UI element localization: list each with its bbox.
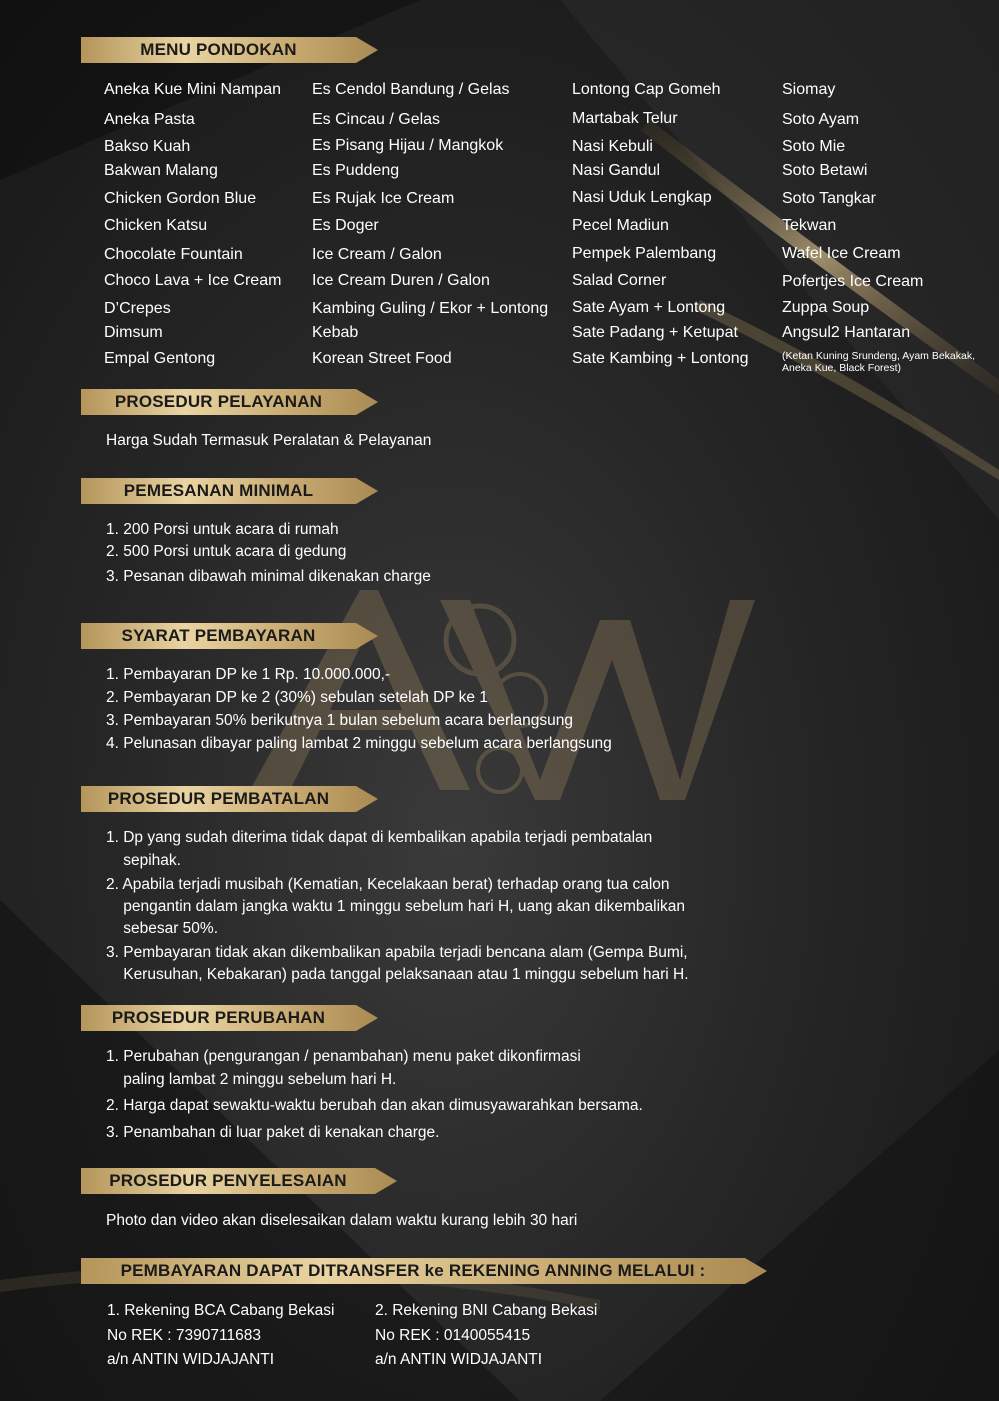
menu-item: Siomay bbox=[782, 81, 836, 98]
menu-item: Pecel Madiun bbox=[572, 217, 669, 234]
list-item: 1. Pembayaran DP ke 1 Rp. 10.000.000,- bbox=[106, 666, 391, 683]
list-item: pengantin dalam jangka waktu 1 minggu sebelum hari H, uang akan dikembalikan bbox=[106, 898, 686, 915]
list-item: 1. 200 Porsi untuk acara di rumah bbox=[106, 521, 339, 538]
menu-item: Bakso Kuah bbox=[104, 138, 191, 155]
section-title: PEMESANAN MINIMAL bbox=[123, 481, 314, 500]
menu-item: Es Puddeng bbox=[312, 162, 400, 179]
bank-account-number: No REK : 7390711683 bbox=[107, 1327, 261, 1344]
menu-item-note: (Ketan Kuning Srundeng, Ayam Bekakak, Aneka Kue, Black Forest) bbox=[782, 350, 976, 374]
list-item: 3. Pembayaran 50% berikutnya 1 bulan sebelum acara berlangsung bbox=[106, 712, 574, 729]
menu-item: Chicken Gordon Blue bbox=[104, 190, 257, 207]
menu-item: Ice Cream Duren / Galon bbox=[312, 272, 490, 289]
menu-item: Dimsum bbox=[104, 324, 163, 341]
list-item: 3. Pesanan dibawah minimal dikenakan charge bbox=[106, 568, 431, 585]
section-banner-menu bbox=[81, 37, 378, 63]
menu-item: Wafel Ice Cream bbox=[782, 245, 901, 262]
text-line: Harga Sudah Termasuk Peralatan & Pelayanan bbox=[106, 432, 432, 449]
list-item: paling lambat 2 minggu sebelum hari H. bbox=[106, 1071, 397, 1088]
menu-item: Soto Mie bbox=[782, 138, 846, 155]
list-item: 2. Harga dapat sewaktu-waktu berubah dan akan dimusyawarahkan bersama. bbox=[106, 1097, 643, 1114]
menu-item: Chicken Katsu bbox=[104, 217, 208, 234]
section-title: PROSEDUR PENYELESAIAN bbox=[109, 1171, 347, 1190]
list-item: 2. Apabila terjadi musibah (Kematian, Kecelakaan berat) terhadap orang tua calon bbox=[106, 876, 670, 893]
section-banner-penyelesaian bbox=[81, 1168, 397, 1194]
list-item: 3. Pembayaran tidak akan dikembalikan apabila terjadi bencana alam (Gempa Bumi, bbox=[106, 944, 688, 961]
menu-item: Bakwan Malang bbox=[104, 162, 218, 179]
menu-item: Es Pisang Hijau / Mangkok bbox=[312, 137, 504, 154]
menu-item: Ice Cream / Galon bbox=[312, 246, 442, 263]
bank-account-number: No REK : 0140055415 bbox=[375, 1327, 531, 1344]
section-banner-syarat bbox=[81, 623, 378, 649]
section-title: SYARAT PEMBAYARAN bbox=[121, 626, 316, 645]
menu-item: Aneka Kue Mini Nampan bbox=[104, 81, 281, 98]
menu-item: Es Cincau / Gelas bbox=[312, 111, 441, 128]
list-item: 2. Pembayaran DP ke 2 (30%) sebulan setelah DP ke 1 bbox=[106, 689, 488, 706]
section-banner-pelayanan bbox=[81, 389, 378, 415]
menu-item: Nasi Kebuli bbox=[572, 138, 653, 155]
menu-item: Korean Street Food bbox=[312, 350, 452, 367]
menu-item: Sate Kambing + Lontong bbox=[572, 350, 749, 367]
section-title: PEMBAYARAN DAPAT DITRANSFER ke REKENING ANNING MELALUI : bbox=[120, 1261, 706, 1280]
section-title: MENU PONDOKAN bbox=[140, 40, 297, 59]
menu-item: D’Crepes bbox=[104, 300, 171, 317]
list-item: 1. Perubahan (pengurangan / penambahan) menu paket dikonfirmasi bbox=[106, 1048, 581, 1065]
list-item: 4. Pelunasan dibayar paling lambat 2 minggu sebelum acara berlangsung bbox=[106, 735, 612, 752]
list-item: 1. Dp yang sudah diterima tidak dapat di kembalikan apabila terjadi pembatalan bbox=[106, 829, 653, 846]
section-banner-pembatalan bbox=[81, 786, 378, 812]
menu-item: Martabak Telur bbox=[572, 110, 678, 127]
menu-item: Nasi Gandul bbox=[572, 162, 661, 179]
list-item: sepihak. bbox=[106, 852, 181, 869]
menu-item: Aneka Pasta bbox=[104, 111, 195, 128]
menu-item: Sate Padang + Ketupat bbox=[572, 324, 738, 341]
menu-item: Sate Ayam + Lontong bbox=[572, 299, 726, 316]
bank-name: 2. Rekening BNI Cabang Bekasi bbox=[375, 1302, 598, 1319]
menu-item: Es Rujak Ice Cream bbox=[312, 190, 455, 207]
list-item: 3. Penambahan di luar paket di kenakan charge. bbox=[106, 1124, 440, 1141]
menu-item: Angsul2 Hantaran bbox=[782, 324, 911, 341]
menu-item: Kambing Guling / Ekor + Lontong bbox=[312, 300, 549, 317]
list-item: Kerusuhan, Kebakaran) pada tanggal pelaksanaan atau 1 minggu sebelum hari H. bbox=[106, 966, 689, 983]
menu-item: Pofertjes Ice Cream bbox=[782, 273, 924, 290]
bank-name: 1. Rekening BCA Cabang Bekasi bbox=[107, 1302, 335, 1319]
menu-item: Choco Lava + Ice Cream bbox=[104, 272, 282, 289]
menu-item: Soto Betawi bbox=[782, 162, 868, 179]
section-banner-rekening bbox=[81, 1258, 767, 1284]
menu-item: Chocolate Fountain bbox=[104, 246, 243, 263]
menu-item: Zuppa Soup bbox=[782, 299, 870, 316]
section-banner-pemesanan bbox=[81, 478, 378, 504]
bank-account-holder: a/n ANTIN WIDJAJANTI bbox=[107, 1351, 275, 1368]
menu-item: Lontong Cap Gomeh bbox=[572, 81, 721, 98]
menu-item: Pempek Palembang bbox=[572, 245, 717, 262]
text-line: Photo dan video akan diselesaikan dalam waktu kurang lebih 30 hari bbox=[106, 1212, 578, 1229]
section-title: PROSEDUR PERUBAHAN bbox=[111, 1008, 326, 1027]
menu-item: Empal Gentong bbox=[104, 350, 216, 367]
bank-account-holder: a/n ANTIN WIDJAJANTI bbox=[375, 1351, 543, 1368]
menu-item: Soto Ayam bbox=[782, 111, 860, 128]
section-title: PROSEDUR PELAYANAN bbox=[114, 392, 323, 411]
menu-item: Es Cendol Bandung / Gelas bbox=[312, 81, 510, 98]
menu-item: Soto Tangkar bbox=[782, 190, 876, 207]
list-item: 2. 500 Porsi untuk acara di gedung bbox=[106, 543, 347, 560]
list-item: sebesar 50%. bbox=[106, 920, 219, 937]
menu-item: Salad Corner bbox=[572, 272, 667, 289]
menu-item: Nasi Uduk Lengkap bbox=[572, 189, 712, 206]
menu-item: Es Doger bbox=[312, 217, 379, 234]
menu-item: Tekwan bbox=[782, 217, 837, 234]
section-title: PROSEDUR PEMBATALAN bbox=[107, 789, 330, 808]
section-banner-perubahan bbox=[81, 1005, 378, 1031]
menu-item: Kebab bbox=[312, 324, 359, 341]
